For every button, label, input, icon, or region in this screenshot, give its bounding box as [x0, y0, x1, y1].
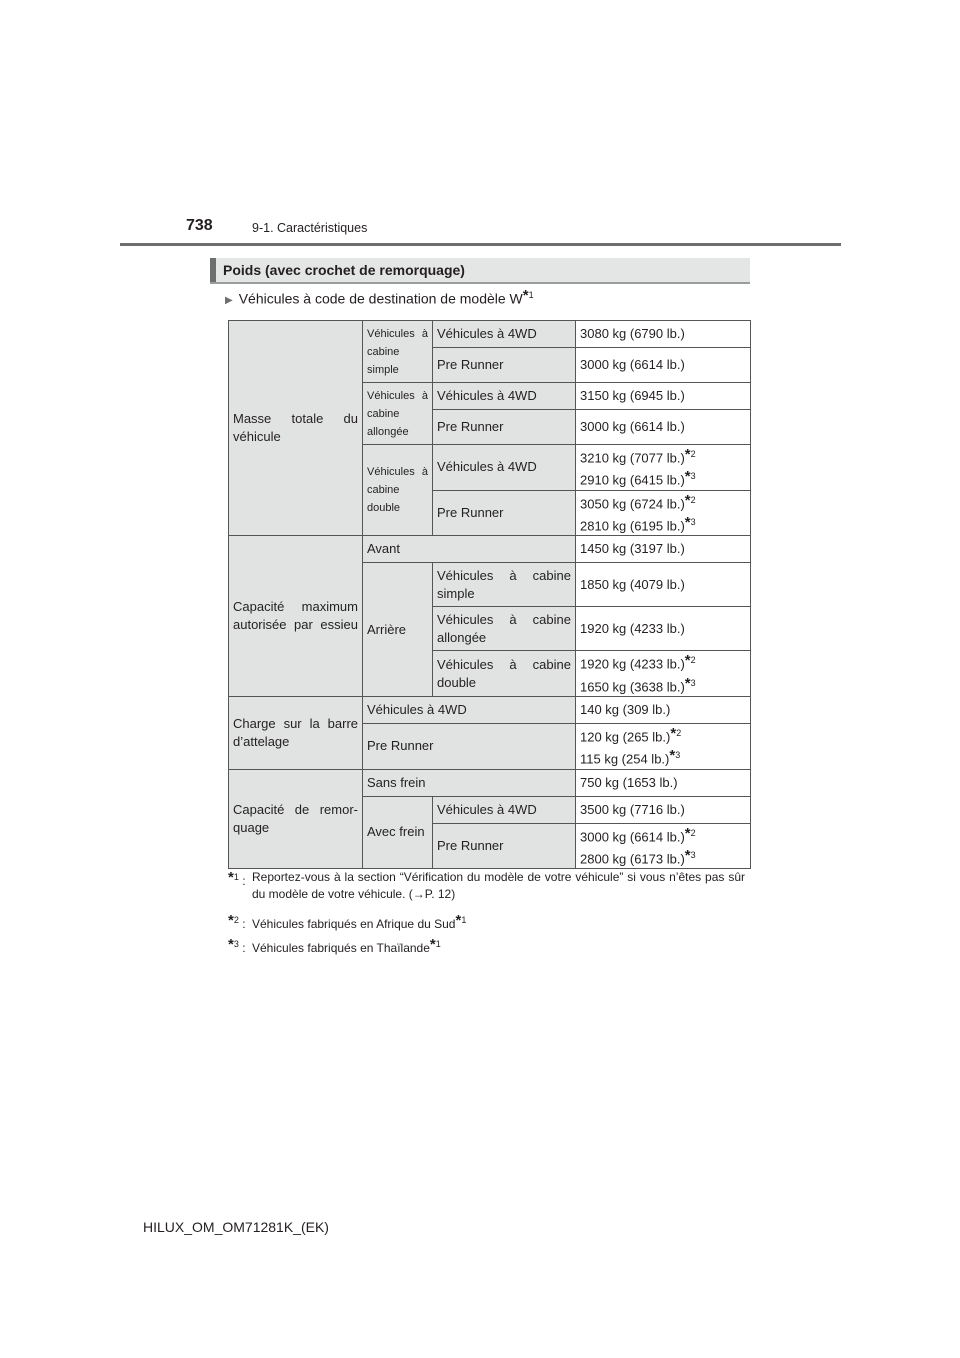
footnote-ref: *1: [522, 287, 534, 304]
value-cell: 1850 kg (4079 lb.): [576, 563, 751, 607]
value-cell: 3210 kg (7077 lb.)$^{*2}$ 2910 kg (6415 lb.)$^{*3}$: [576, 445, 751, 491]
weights-table: [228, 320, 751, 869]
row-label-attelage: Charge sur la barre d’attelage: [229, 696, 363, 769]
variant-label: Pre Runner: [433, 490, 576, 536]
value-cell: 3150 kg (6945 lb.): [576, 383, 751, 410]
cab-label: Véhicules à cabine double: [433, 651, 576, 697]
header-divider: [120, 243, 841, 246]
document-code: HILUX_OM_OM71281K_(EK): [143, 1219, 329, 1235]
brake-label: Sans frein: [363, 769, 576, 796]
value-cell: 140 kg (309 lb.): [576, 696, 751, 723]
subheading-text: Véhicules à code de destination de modèle W: [238, 290, 523, 307]
axle-label: Avant: [363, 536, 576, 563]
cab-label: Véhicules à cabine simple: [363, 321, 433, 383]
footnote-2: $^{*2}$ : Véhicules fabriqués en Afrique du Sud$^{*1}$: [228, 912, 467, 931]
section-heading: [210, 258, 750, 284]
triangle-bullet-icon: ▶: [225, 294, 233, 306]
row-label-remorquage: Capacité de remor-quage: [229, 769, 363, 869]
variant-label: Pre Runner: [433, 348, 576, 383]
value-cell: 3080 kg (6790 lb.): [576, 321, 751, 348]
axle-label: Arrière: [363, 563, 433, 697]
variant-label: Pre Runner: [363, 723, 576, 769]
heading-text: Poids (avec crochet de remorquage): [223, 262, 465, 278]
value-cell: 3000 kg (6614 lb.): [576, 348, 751, 383]
variant-label: Pre Runner: [433, 410, 576, 445]
subheading: [225, 287, 534, 307]
page-number: 738: [186, 217, 213, 234]
brake-label: Avec frein: [363, 796, 433, 869]
value-cell: 1920 kg (4233 lb.): [576, 607, 751, 651]
value-cell: 3000 kg (6614 lb.)$^{*2}$ 2800 kg (6173 lb.)$^{*3}$: [576, 823, 751, 869]
value-cell: 1450 kg (3197 lb.): [576, 536, 751, 563]
heading-bar: [210, 258, 216, 282]
footnote-3: $^{*3}$ : Véhicules fabriqués en Thaïlande$^{*1}$: [228, 936, 441, 955]
value-cell: 1920 kg (4233 lb.)$^{*2}$ 1650 kg (3638 lb.)$^{*3}$: [576, 651, 751, 697]
row-label-essieu: Capacité maximum autorisée par essieu: [229, 536, 363, 697]
variant-label: Véhicules à 4WD: [433, 445, 576, 491]
variant-label: Véhicules à 4WD: [363, 696, 576, 723]
section-title: 9-1. Caractéristiques: [252, 221, 368, 235]
footnote-1: $^{*1}$ : Reportez-vous à la section “Vérification du modèle de votre véhicule” si vous n’êtes pas sûr du modèle de votre véhicule. (→P. 12): [228, 869, 745, 901]
value-cell: 3000 kg (6614 lb.): [576, 410, 751, 445]
value-cell: 3500 kg (7716 lb.): [576, 796, 751, 823]
variant-label: Véhicules à 4WD: [433, 796, 576, 823]
variant-label: Véhicules à 4WD: [433, 321, 576, 348]
cab-label: Véhicules à cabine allongée: [433, 607, 576, 651]
value-cell: 3050 kg (6724 lb.)$^{*2}$ 2810 kg (6195 lb.)$^{*3}$: [576, 490, 751, 536]
cab-label: Véhicules à cabine double: [363, 445, 433, 536]
cab-label: Véhicules à cabine simple: [433, 563, 576, 607]
variant-label: Véhicules à 4WD: [433, 383, 576, 410]
value-cell: 120 kg (265 lb.)$^{*2}$ 115 kg (254 lb.)$^{*3}$: [576, 723, 751, 769]
cab-label: Véhicules à cabine allongée: [363, 383, 433, 445]
variant-label: Pre Runner: [433, 823, 576, 869]
row-label-masse: Masse totale du véhicule: [229, 321, 363, 536]
value-cell: 750 kg (1653 lb.): [576, 769, 751, 796]
